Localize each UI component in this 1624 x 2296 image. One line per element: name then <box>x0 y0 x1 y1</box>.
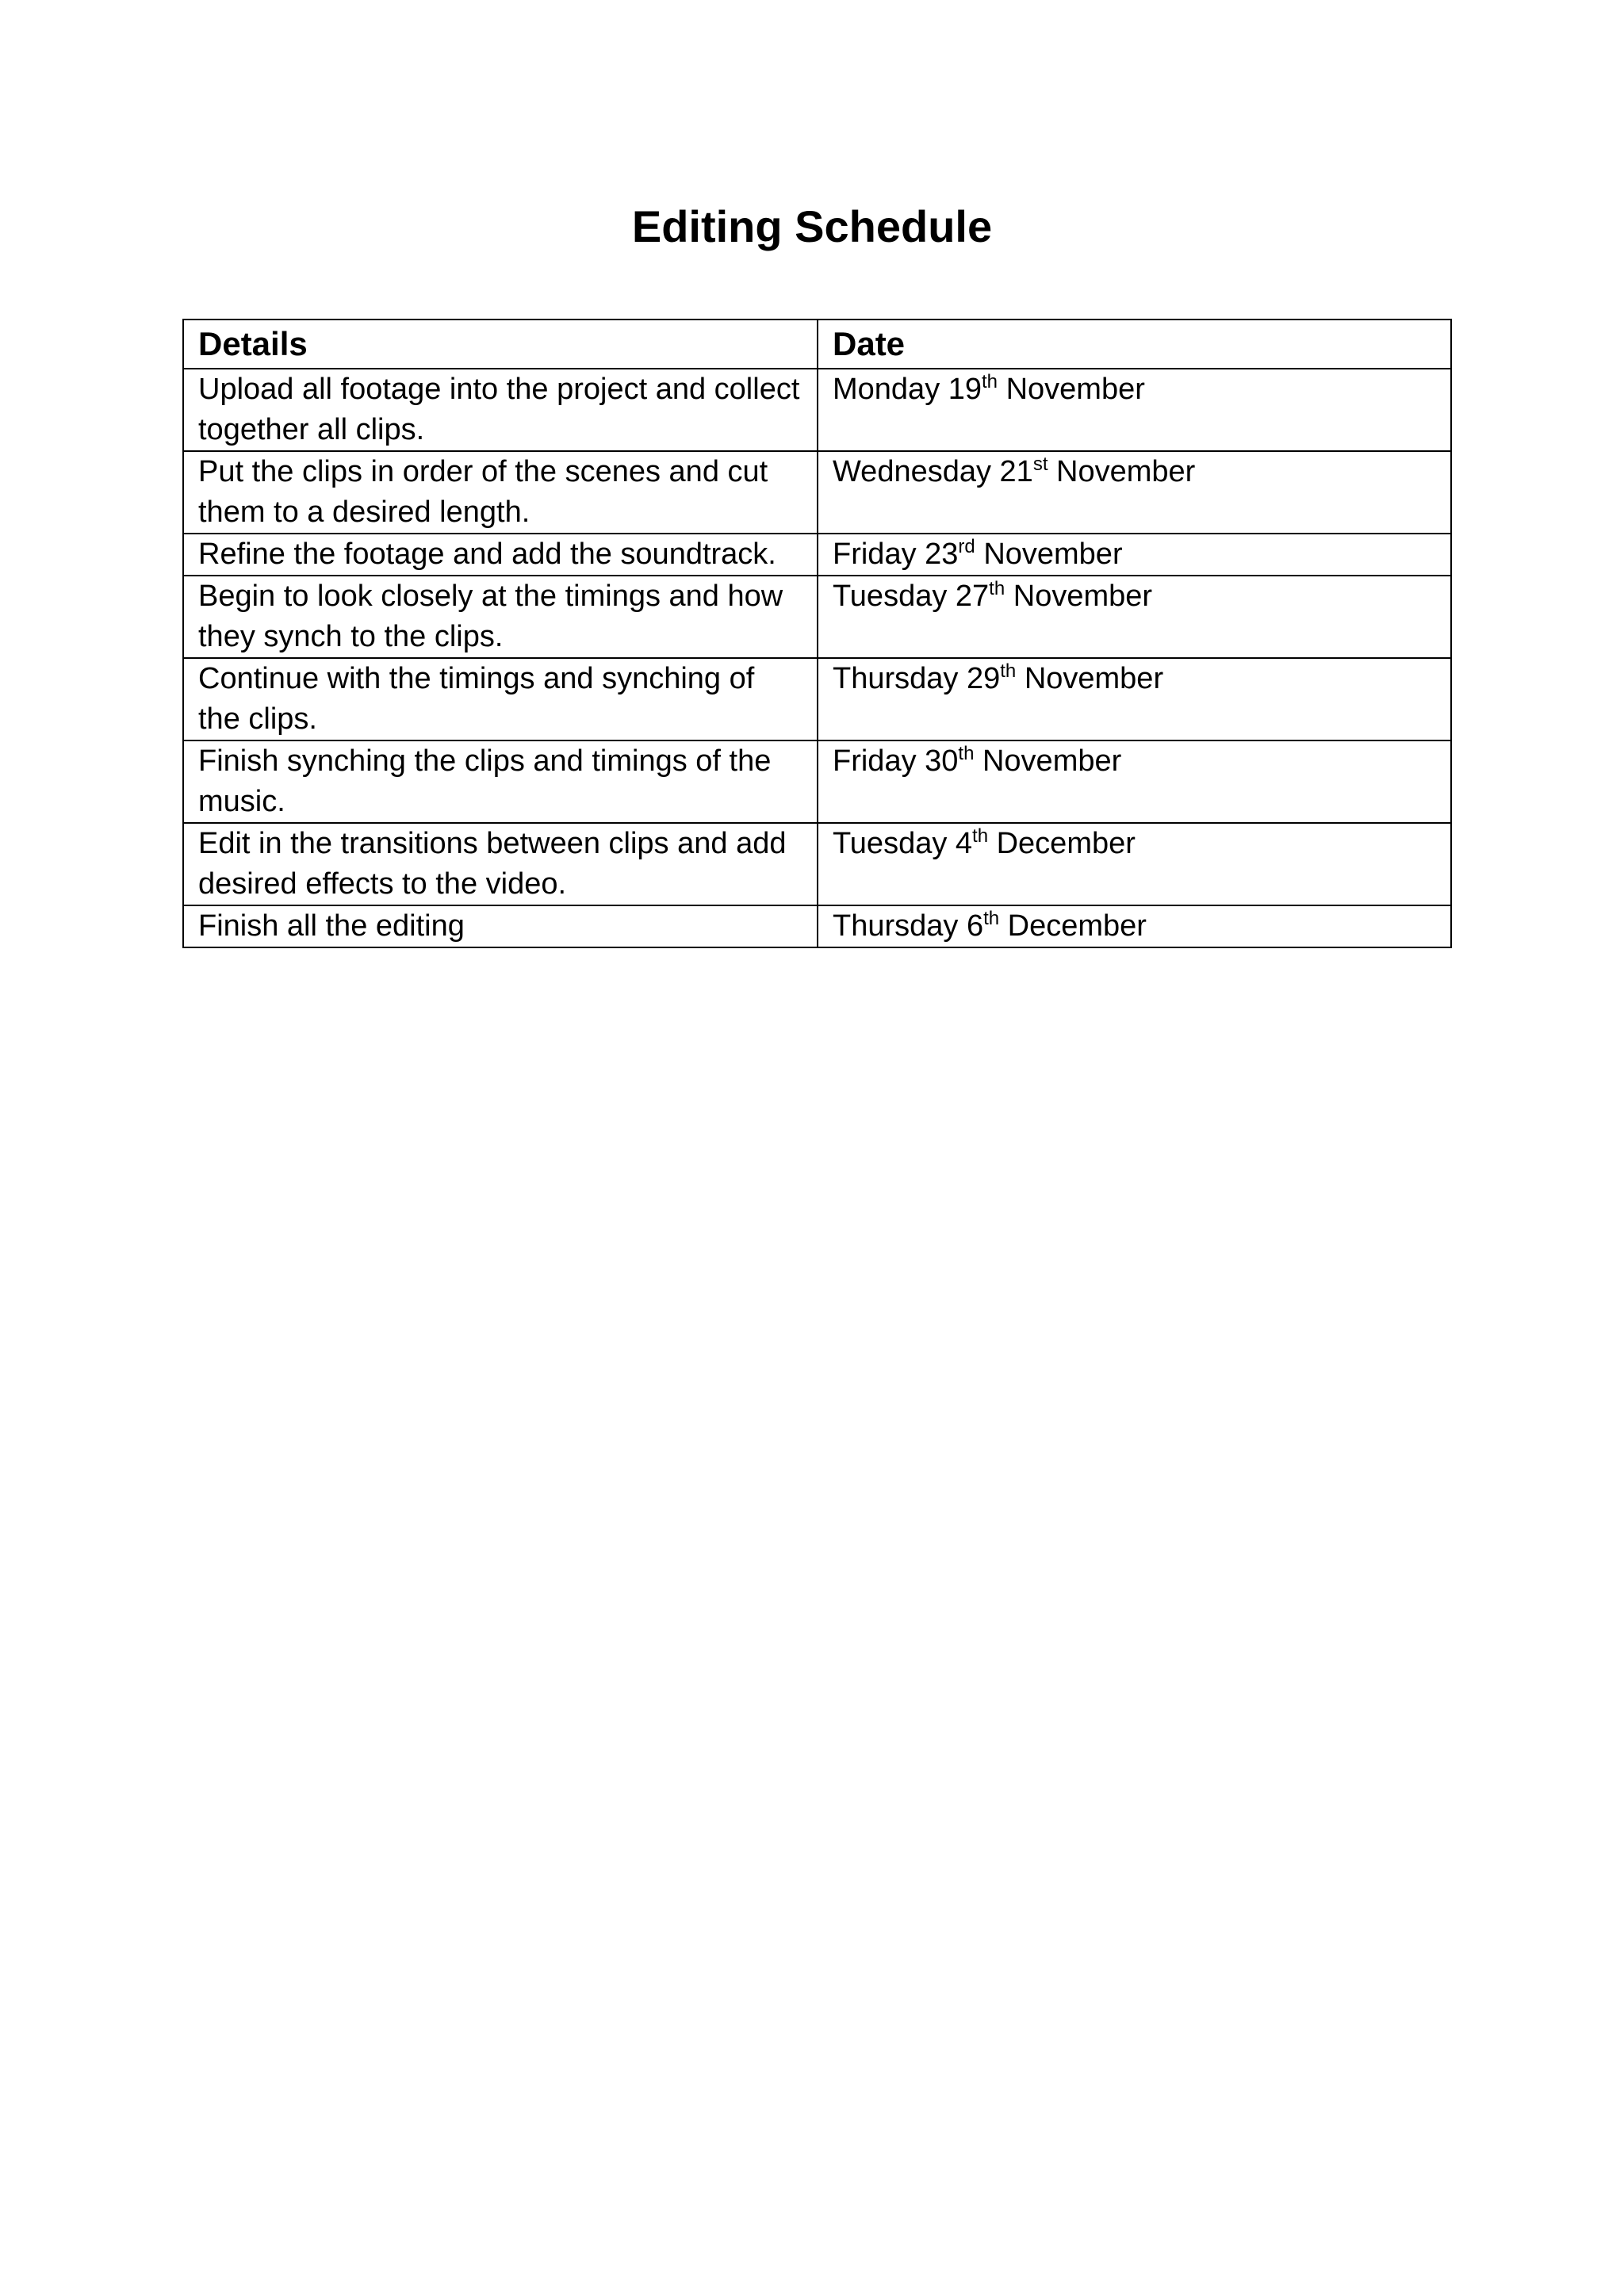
date-ordinal-suffix: st <box>1032 453 1048 475</box>
details-cell: Finish all the editing <box>183 905 818 947</box>
table-row <box>183 905 1451 947</box>
table-row <box>183 658 1451 740</box>
details-cell: Put the clips in order of the scenes and cut them to a desired length. <box>183 451 818 534</box>
date-month: November <box>1056 455 1196 488</box>
details-cell: Edit in the transitions between clips and add desired effects to the video. <box>183 823 818 905</box>
date-month: November <box>982 744 1122 778</box>
page-title: Editing Schedule <box>631 201 993 251</box>
details-cell: Begin to look closely at the timings and how they synch to the clips. <box>183 576 818 658</box>
date-day: Wednesday 21 <box>833 455 1033 488</box>
table-header-row <box>183 320 1451 369</box>
table-row <box>183 451 1451 534</box>
date-day: Friday 30 <box>833 744 959 778</box>
date-month: November <box>1013 580 1153 613</box>
editing-schedule-table <box>182 319 1452 948</box>
details-cell: Continue with the timings and synching of the clips. <box>183 658 818 740</box>
date-ordinal-suffix: th <box>972 825 989 847</box>
date-month: November <box>983 538 1123 571</box>
date-ordinal-suffix: th <box>958 743 975 764</box>
date-ordinal-suffix: rd <box>958 536 975 557</box>
table-row <box>183 534 1451 576</box>
table-row <box>183 369 1451 451</box>
details-cell: Refine the footage and add the soundtrack. <box>183 534 818 576</box>
date-day: Thursday 29 <box>833 662 1001 695</box>
date-cell <box>818 534 1451 576</box>
details-cell: Upload all footage into the project and collect together all clips. <box>183 369 818 451</box>
date-ordinal-suffix: th <box>983 908 1000 929</box>
date-month: November <box>1005 373 1145 406</box>
date-cell <box>818 905 1451 947</box>
date-ordinal-suffix: th <box>1000 660 1017 682</box>
date-day: Monday 19 <box>833 373 982 406</box>
column-header-date: Date <box>818 320 1451 369</box>
date-cell <box>818 740 1451 823</box>
details-cell: Finish synching the clips and timings of the music. <box>183 740 818 823</box>
date-cell <box>818 823 1451 905</box>
date-day: Friday 23 <box>833 538 959 571</box>
table-row <box>183 740 1451 823</box>
date-ordinal-suffix: th <box>989 578 1005 599</box>
table-row <box>183 576 1451 658</box>
date-month: December <box>996 827 1136 860</box>
date-month: December <box>1007 909 1147 943</box>
date-day: Tuesday 27 <box>833 580 990 613</box>
table-row <box>183 823 1451 905</box>
date-cell <box>818 576 1451 658</box>
date-cell <box>818 451 1451 534</box>
date-ordinal-suffix: th <box>982 371 998 392</box>
column-header-details: Details <box>183 320 818 369</box>
date-cell <box>818 369 1451 451</box>
date-day: Thursday 6 <box>833 909 984 943</box>
date-day: Tuesday 4 <box>833 827 973 860</box>
date-month: November <box>1024 662 1164 695</box>
date-cell <box>818 658 1451 740</box>
